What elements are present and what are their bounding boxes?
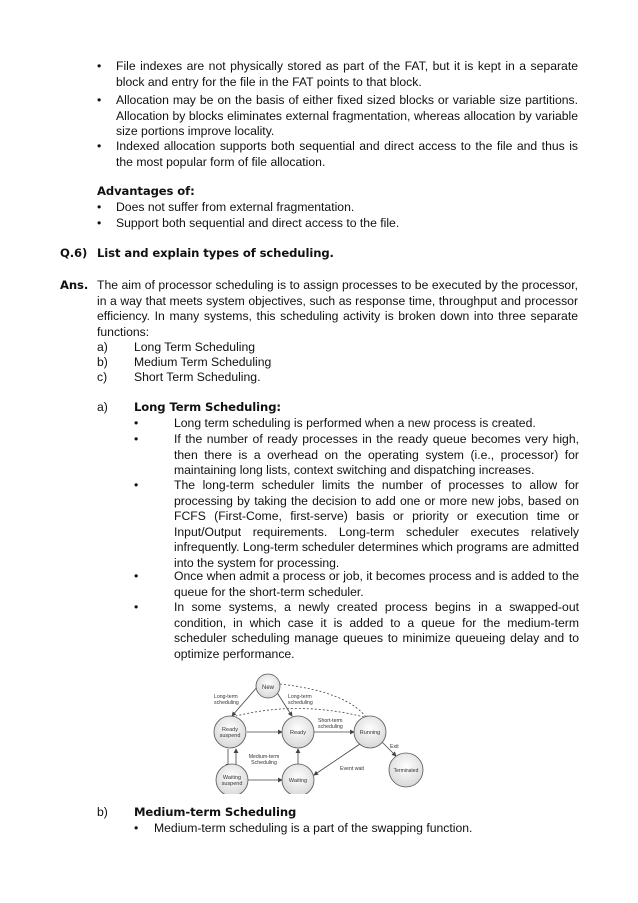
bullet-marker: • <box>97 93 102 107</box>
process-state-diagram <box>200 672 436 794</box>
edge-label-lts-left-2: scheduling <box>214 700 239 706</box>
bullet-marker: • <box>97 59 102 73</box>
node-label-waiting-suspend-1: Waiting <box>222 775 242 781</box>
long-term-bullet-2: If the number of ready processes in the ready queue becomes very high, then there is a overhead on the operating system (i.e., processor) for maintaining long lists, context switching and dispatching increases. <box>174 432 579 477</box>
list-marker: a) <box>97 340 108 354</box>
medium-term-bullet-1: Medium-term scheduling is a part of the swapping function. <box>154 821 473 835</box>
bullet-marker: • <box>97 200 102 214</box>
edge-label-sts-1: Short-term <box>318 718 343 724</box>
node-label-ready: Ready <box>290 730 306 736</box>
edge-label-mts-2: Scheduling <box>251 760 277 766</box>
long-term-bullet-5: In some systems, a newly created process begins in a swapped-out condition, in which case it is added to a queue for the medium-term scheduler scheduling manage queues to minimize queueing delay and to optimize performance. <box>174 600 579 661</box>
bullet-marker: • <box>97 139 102 153</box>
fat-bullet-3: Indexed allocation supports both sequential and direct access to the file and thus is the most popular form of file allocation. <box>116 139 578 169</box>
question-text: List and explain types of scheduling. <box>97 246 334 260</box>
edge-label-exit: Exit <box>390 744 399 750</box>
advantages-heading: Advantages of: <box>97 184 195 198</box>
long-term-bullet-1: Long term scheduling is performed when a new process is created. <box>174 416 536 430</box>
node-label-new: New <box>261 685 275 691</box>
advantage-item-2: Support both sequential and direct access to the file. <box>116 216 400 230</box>
medium-term-heading: Medium-term Scheduling <box>134 805 297 819</box>
fat-bullet-1: File indexes are not physically stored as part of the FAT, but it is kept in a separate block and entry for the file in the FAT points to that block. <box>116 59 578 89</box>
section-marker: b) <box>97 805 108 819</box>
answer-list-item-1: Long Term Scheduling <box>134 340 256 354</box>
long-term-heading: Long Term Scheduling: <box>134 400 281 414</box>
answer-label: Ans. <box>60 278 89 292</box>
section-marker: a) <box>97 400 108 414</box>
bullet-marker: • <box>97 216 102 230</box>
node-label-ready-suspend-2: suspend <box>219 733 241 739</box>
answer-list-item-3: Short Term Scheduling. <box>134 370 261 384</box>
bullet-marker: • <box>134 600 139 614</box>
answer-list-item-2: Medium Term Scheduling <box>134 355 272 369</box>
edge-label-lts-right-1: Long-term <box>288 694 312 700</box>
fat-bullet-2: Allocation may be on the basis of either fixed sized blocks or variable size partitions. Allocation by blocks eliminates external fragmentation, whereas allocation by variable size portions improve locality. <box>116 93 578 138</box>
advantage-item-1: Does not suffer from external fragmentation. <box>116 200 355 214</box>
node-label-terminated: Terminated <box>393 768 419 774</box>
long-term-bullet-4: Once when admit a process or job, it becomes process and is added to the queue for the short-term scheduler. <box>174 569 579 599</box>
bullet-marker: • <box>134 821 139 835</box>
edge-label-mts-1: Medium-term <box>248 754 280 760</box>
question-label: Q.6) <box>60 246 88 260</box>
edge-label-sts-2: scheduling <box>318 724 343 730</box>
node-label-waiting-suspend-2: suspend <box>221 781 243 787</box>
node-label-running: Running <box>359 730 381 736</box>
node-label-ready-suspend-1: Ready <box>222 727 238 733</box>
answer-intro: The aim of processor scheduling is to assign processes to be executed by the processor, in a way that meets system objectives, such as response time, throughput and processor efficiency. In many systems, this scheduling activity is broken down into three separate functions: <box>97 278 578 339</box>
list-marker: c) <box>97 370 108 384</box>
bullet-marker: • <box>134 416 139 430</box>
edge-label-event-wait: Event wait <box>340 766 364 772</box>
bullet-marker: • <box>134 432 139 446</box>
bullet-marker: • <box>134 569 139 583</box>
long-term-bullet-3: The long-term scheduler limits the number of processes to allow for processing by taking the decision to add one or more new jobs, based on FCFS (First-Come, first-serve) basis or priority or execution time or Input/Output requirements. Long-term scheduler executes relatively infrequently. Long-term scheduler determines which programs are admitted into the system for processing. <box>174 478 579 570</box>
edge-label-lts-left-1: Long-term <box>214 694 238 700</box>
bullet-marker: • <box>134 478 139 492</box>
node-label-waiting: Waiting <box>288 778 308 784</box>
edge-label-lts-right-2: scheduling <box>288 700 313 706</box>
list-marker: b) <box>97 355 108 369</box>
